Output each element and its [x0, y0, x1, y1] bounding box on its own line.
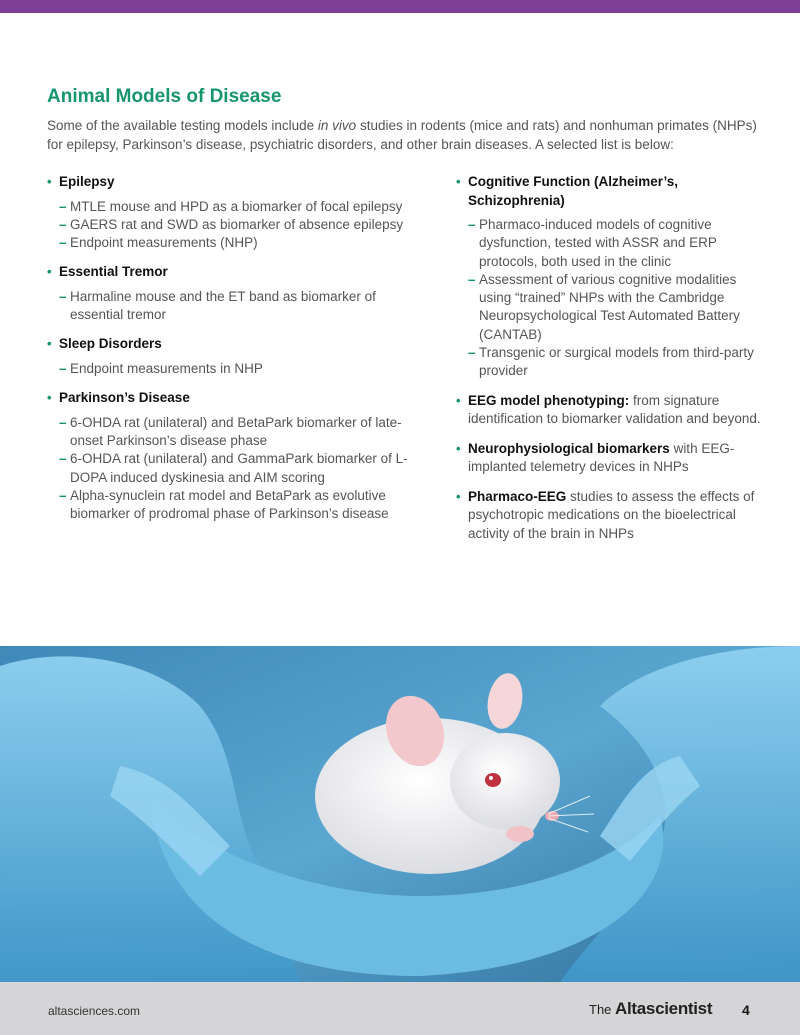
page-footer: [0, 982, 800, 1035]
intro-text-1: Some of the available testing models include: [47, 118, 318, 133]
dash-icon: –: [59, 451, 67, 467]
list-item-epilepsy: [47, 173, 417, 252]
sub-item: – Pharmaco-induced models of cognitive dysfunction, tested with ASSR and ERP protocols, both used in the clinic: [468, 217, 717, 269]
item-heading: Essential Tremor: [59, 264, 168, 280]
dash-icon: –: [59, 414, 67, 430]
bullet-icon: •: [47, 174, 52, 189]
sub-list: [468, 216, 766, 381]
item-text: Neurophysiological biomarkers with EEG-implanted telemetry devices in NHPs: [468, 440, 735, 475]
bullet-icon: •: [456, 392, 461, 408]
intro-italic: in vivo: [317, 118, 357, 133]
sub-item: – GAERS rat and SWD as biomarker of absence epilepsy: [59, 216, 417, 234]
mouse-paw: [506, 826, 534, 842]
bullet-icon: •: [47, 264, 52, 280]
dash-icon: –: [468, 217, 476, 232]
bullet-icon: •: [47, 390, 52, 406]
item-text: EEG model phenotyping: from signature identification to biomarker validation and beyond.: [468, 392, 761, 427]
sub-item: – 6-OHDA rat (unilateral) and BetaPark biomarker of late-onset Parkinson’s disease phase: [59, 414, 402, 449]
intro-paragraph: [47, 116, 757, 154]
list-item-eeg-phenotyping: [456, 392, 766, 429]
mouse-illustration: [0, 646, 800, 982]
footer-url[interactable]: altasciences.com: [48, 1004, 141, 1018]
sub-list: [59, 198, 417, 253]
top-accent-bar: [0, 0, 800, 13]
item-heading: Epilepsy: [59, 174, 115, 189]
list-item-parkinsons: [47, 389, 417, 523]
sub-item: – Endpoint measurements in NHP: [59, 360, 417, 378]
section-title: Animal Models of Disease: [47, 86, 282, 107]
dash-icon: –: [59, 216, 67, 232]
sub-item: – Transgenic or surgical models from third-party provider: [468, 345, 754, 379]
sub-list: [59, 360, 417, 378]
left-column: [47, 173, 417, 535]
sub-item: – Alpha-synuclein rat model and BetaPark as evolutive biomarker of prodromal phase of Parkinson’s disease: [59, 487, 389, 522]
list-item-sleep-disorders: [47, 335, 417, 378]
list-item-cognitive-function: [456, 173, 766, 381]
sub-item: – MTLE mouse and HPD as a biomarker of focal epilepsy: [59, 198, 417, 216]
item-heading: Parkinson’s Disease: [59, 390, 190, 406]
right-column: [456, 173, 766, 554]
page-number: 4: [742, 1002, 750, 1018]
bullet-icon: •: [456, 174, 461, 189]
intro-text-2: studies in rodents (mice and rats) and nonhuman primates (NHPs) for epilepsy, Parkinson’s disease, psychiatric disorders, and other brain diseases. A selected list is below:: [47, 118, 757, 152]
bullet-icon: •: [456, 488, 461, 504]
list-item-pharmaco-eeg: [456, 488, 766, 544]
mouse-photo: [0, 646, 800, 982]
sub-item: – 6-OHDA rat (unilateral) and GammaPark biomarker of L-DOPA induced dyskinesia and AIM scoring: [59, 451, 408, 485]
dash-icon: –: [59, 288, 67, 304]
dash-icon: –: [468, 271, 476, 287]
intro-section: [47, 86, 757, 154]
dash-icon: –: [59, 235, 67, 251]
list-item-neurophysiological: [456, 440, 766, 477]
item-heading: Cognitive Function (Alzheimer’s, Schizophrenia): [468, 174, 679, 208]
bullet-icon: •: [47, 336, 52, 352]
item-heading: Sleep Disorders: [59, 336, 162, 352]
footer-brand: The Altascientist: [589, 999, 713, 1018]
sub-item: – Harmaline mouse and the ET band as biomarker of essential tremor: [59, 288, 376, 323]
mouse-eye: [485, 773, 501, 787]
sub-item: – Assessment of various cognitive modalities using “trained” NHPs with the Cambridge Neuropsychological Test Automated Battery (CANTAB): [468, 271, 740, 342]
dash-icon: –: [59, 360, 67, 376]
bullet-icon: •: [456, 440, 461, 456]
list-item-essential-tremor: [47, 263, 417, 324]
dash-icon: –: [59, 487, 67, 503]
mouse-head: [450, 733, 560, 829]
dash-icon: –: [468, 345, 476, 361]
sub-list: [59, 414, 417, 524]
item-text: Pharmaco-EEG studies to assess the effects of psychotropic medications on the bioelectrical activity of the brain in NHPs: [468, 488, 755, 541]
eye-highlight: [489, 776, 493, 780]
sub-list: [59, 288, 417, 325]
sub-item: – Endpoint measurements (NHP): [59, 234, 417, 252]
dash-icon: –: [59, 198, 67, 214]
